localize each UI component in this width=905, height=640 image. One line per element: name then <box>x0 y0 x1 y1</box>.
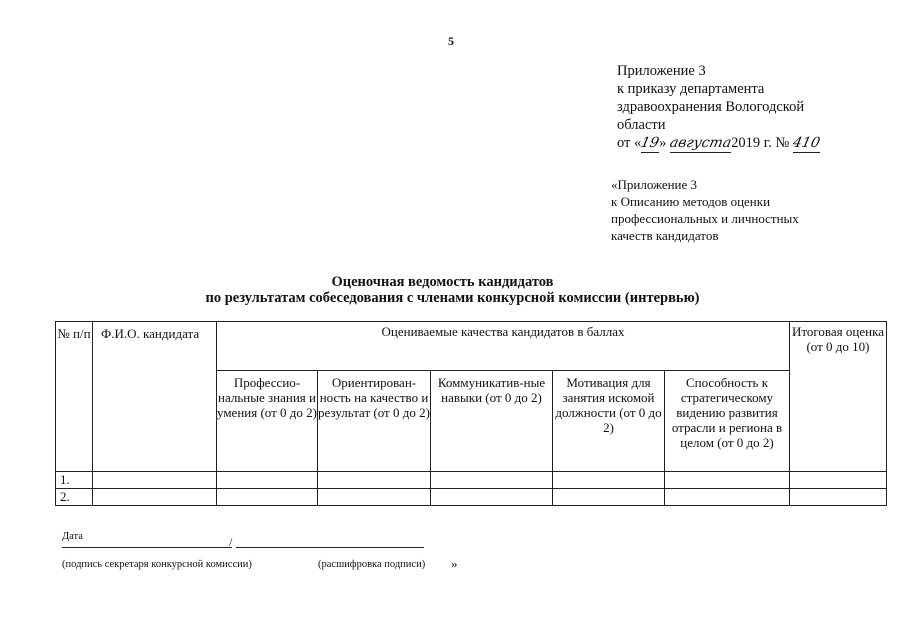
table-cell[interactable] <box>553 472 665 489</box>
table-cell[interactable] <box>217 489 318 506</box>
row-number: 1. <box>56 472 93 489</box>
handwritten-month: августа <box>668 135 733 151</box>
appendix-methods-block <box>611 176 799 244</box>
page-number: 5 <box>448 34 454 48</box>
appendix-methods-line3: профессиональных и личностных <box>611 211 799 226</box>
row-number: 2. <box>56 489 93 506</box>
appendix-order-line4: области <box>617 117 666 133</box>
table-cell[interactable] <box>318 472 431 489</box>
date-year: 2019 г. № <box>731 135 790 151</box>
signature-line[interactable] <box>62 547 232 548</box>
appendix-methods-line2: к Описанию методов оценки <box>611 194 771 209</box>
closing-quote: » <box>451 556 458 571</box>
appendix-order-line1: Приложение 3 <box>617 63 706 79</box>
header-communication-skills: Коммуникатив-ные навыки (от 0 до 2) <box>431 371 553 472</box>
table-cell[interactable] <box>318 489 431 506</box>
appendix-order-date-line <box>617 134 820 153</box>
table-cell[interactable] <box>790 472 887 489</box>
document-title-line1: Оценочная ведомость кандидатов <box>331 274 554 290</box>
appendix-order-block <box>617 62 820 153</box>
date-label: Дата <box>62 531 83 542</box>
appendix-methods-line1: «Приложение 3 <box>611 177 698 192</box>
table-cell[interactable] <box>217 472 318 489</box>
table-row <box>56 489 887 506</box>
decode-caption: (расшифровка подписи) <box>318 559 426 570</box>
header-quality-orientation: Ориентирован-ность на качество и результат (от 0 до 2) <box>318 371 431 472</box>
decode-line[interactable] <box>236 547 424 548</box>
evaluation-table-wrap <box>55 321 887 506</box>
header-qualities: Оцениваемые качества кандидатов в баллах <box>217 322 790 371</box>
table-cell[interactable] <box>553 489 665 506</box>
header-fio: Ф.И.О. кандидата <box>93 322 217 472</box>
appendix-order-line2: к приказу департамента <box>617 81 765 97</box>
appendix-methods-line4: качеств кандидатов <box>611 228 719 243</box>
table-cell[interactable] <box>93 472 217 489</box>
header-motivation: Мотивация для занятия искомой должности (от 0 до 2) <box>553 371 665 472</box>
table-cell[interactable] <box>431 472 553 489</box>
signature-caption: (подпись секретаря конкурсной комиссии) <box>62 559 252 570</box>
table-cell[interactable] <box>93 489 217 506</box>
header-total-score: Итоговая оценка (от 0 до 10) <box>790 322 887 472</box>
table-cell[interactable] <box>665 472 790 489</box>
handwritten-day: 19 <box>639 135 661 151</box>
table-row <box>56 472 887 489</box>
appendix-order-line3: здравоохранения Вологодской <box>617 99 805 115</box>
header-professional-knowledge: Профессио-нальные знания и умения (от 0 до 2) <box>217 371 318 472</box>
header-number: № п/п <box>56 322 93 472</box>
evaluation-table <box>55 321 887 506</box>
date-mid: » <box>659 135 670 151</box>
table-cell[interactable] <box>431 489 553 506</box>
table-cell[interactable] <box>665 489 790 506</box>
document-title-line2: по результатам собеседования с членами конкурсной комиссии (интервью) <box>205 290 700 306</box>
header-strategic-vision: Способность к стратегическому видению развития отрасли и региона в целом (от 0 до 2) <box>665 371 790 472</box>
signature-slash: / <box>229 535 233 549</box>
date-prefix: от « <box>617 135 642 151</box>
handwritten-order-number: 410 <box>791 135 822 151</box>
table-cell[interactable] <box>790 489 887 506</box>
